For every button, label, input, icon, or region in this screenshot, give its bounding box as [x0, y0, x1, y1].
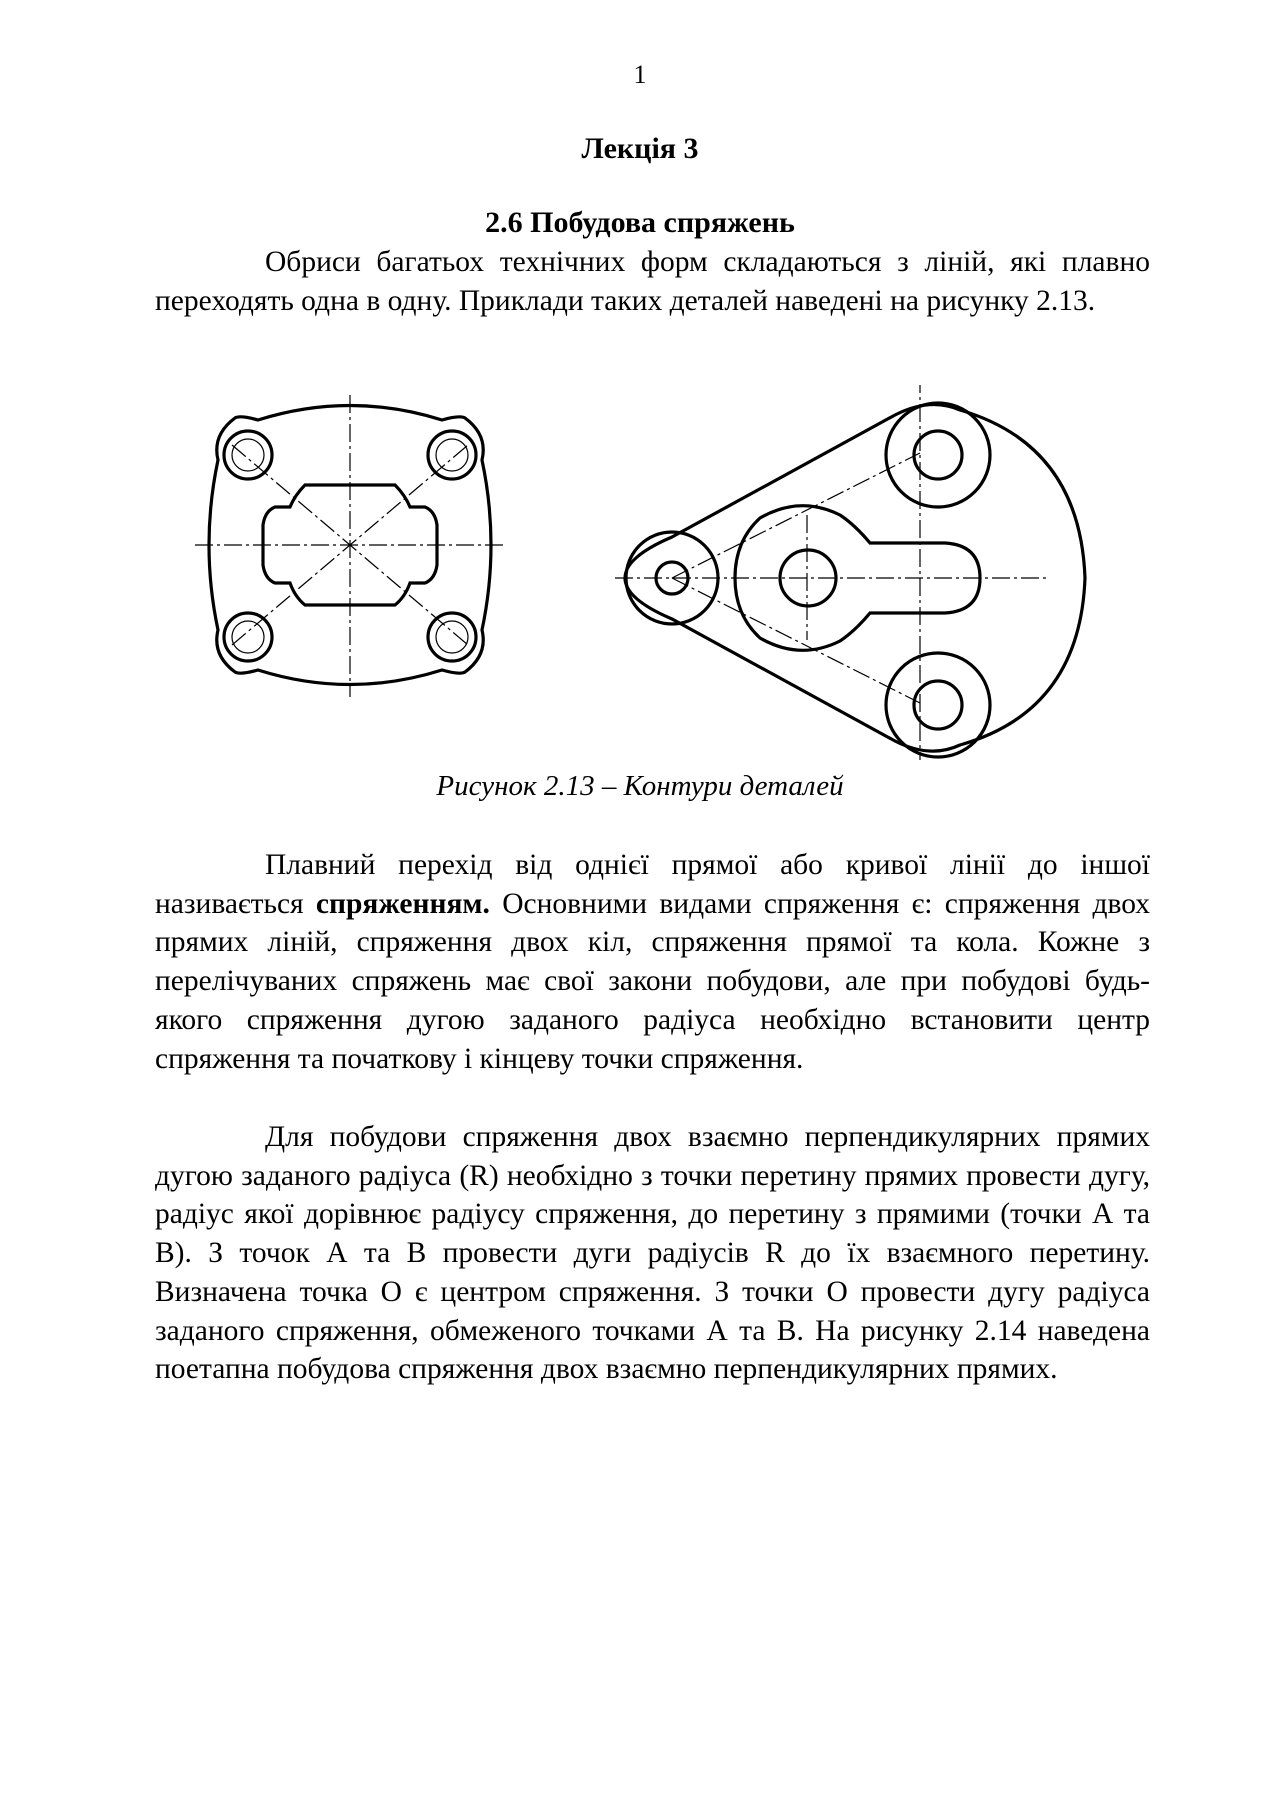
intro-paragraph: Обриси багатьох технічних форм складаються з ліній, які плавно переходять одна в одну. Приклади таких деталей наведені на рисунку 2.13.	[155, 246, 1150, 317]
lecture-title: Лекція 3	[581, 132, 699, 165]
flange-part-drawing	[195, 395, 505, 697]
section-title: 2.6 Побудова спряжень	[485, 206, 795, 239]
lever-part-drawing	[615, 385, 1085, 760]
construction-paragraph: Для побудови спряження двох взаємно перпендикулярних прямих дугою заданого радіуса (R) необхідно з точки перетину прямих провести дугу, радіус якої дорівнює радіусу спряження, до перетину з прямими (точки А та В). З точок А та В провести дуги радіусів R до їх взаємного перетину. Визначена точка О є центром спряження. З точки О провести дугу радіуса заданого спряження, обмеженого точками А та В. На рисунку 2.14 наведена поетапна побудова спряження двох взаємно перпендикулярних прямих.	[155, 1121, 1150, 1386]
figure-caption: Рисунок 2.13 – Контури деталей	[436, 770, 844, 802]
part-contours-drawing	[0, 385, 1280, 765]
definition-text-end: Основними видами спряження є: спряження двох прямих ліній, спряження двох кіл, спряження прямої та кола. Кожне з перелічуваних спряжень має свої закони побудови, але при побудові будь-якого спряження дугою заданого радіуса необхідно встановити центр спряження та початкову і кінцеву точки спряження.	[155, 887, 1151, 1075]
definition-paragraph	[155, 846, 1150, 1078]
term-bold: спряженням.	[315, 887, 490, 920]
definition-text-start: Плавний перехід від однієї прямої або кривої лінії до іншої називається	[155, 849, 1150, 920]
page-number: 1	[633, 60, 647, 89]
figure-2-13	[0, 385, 1280, 765]
